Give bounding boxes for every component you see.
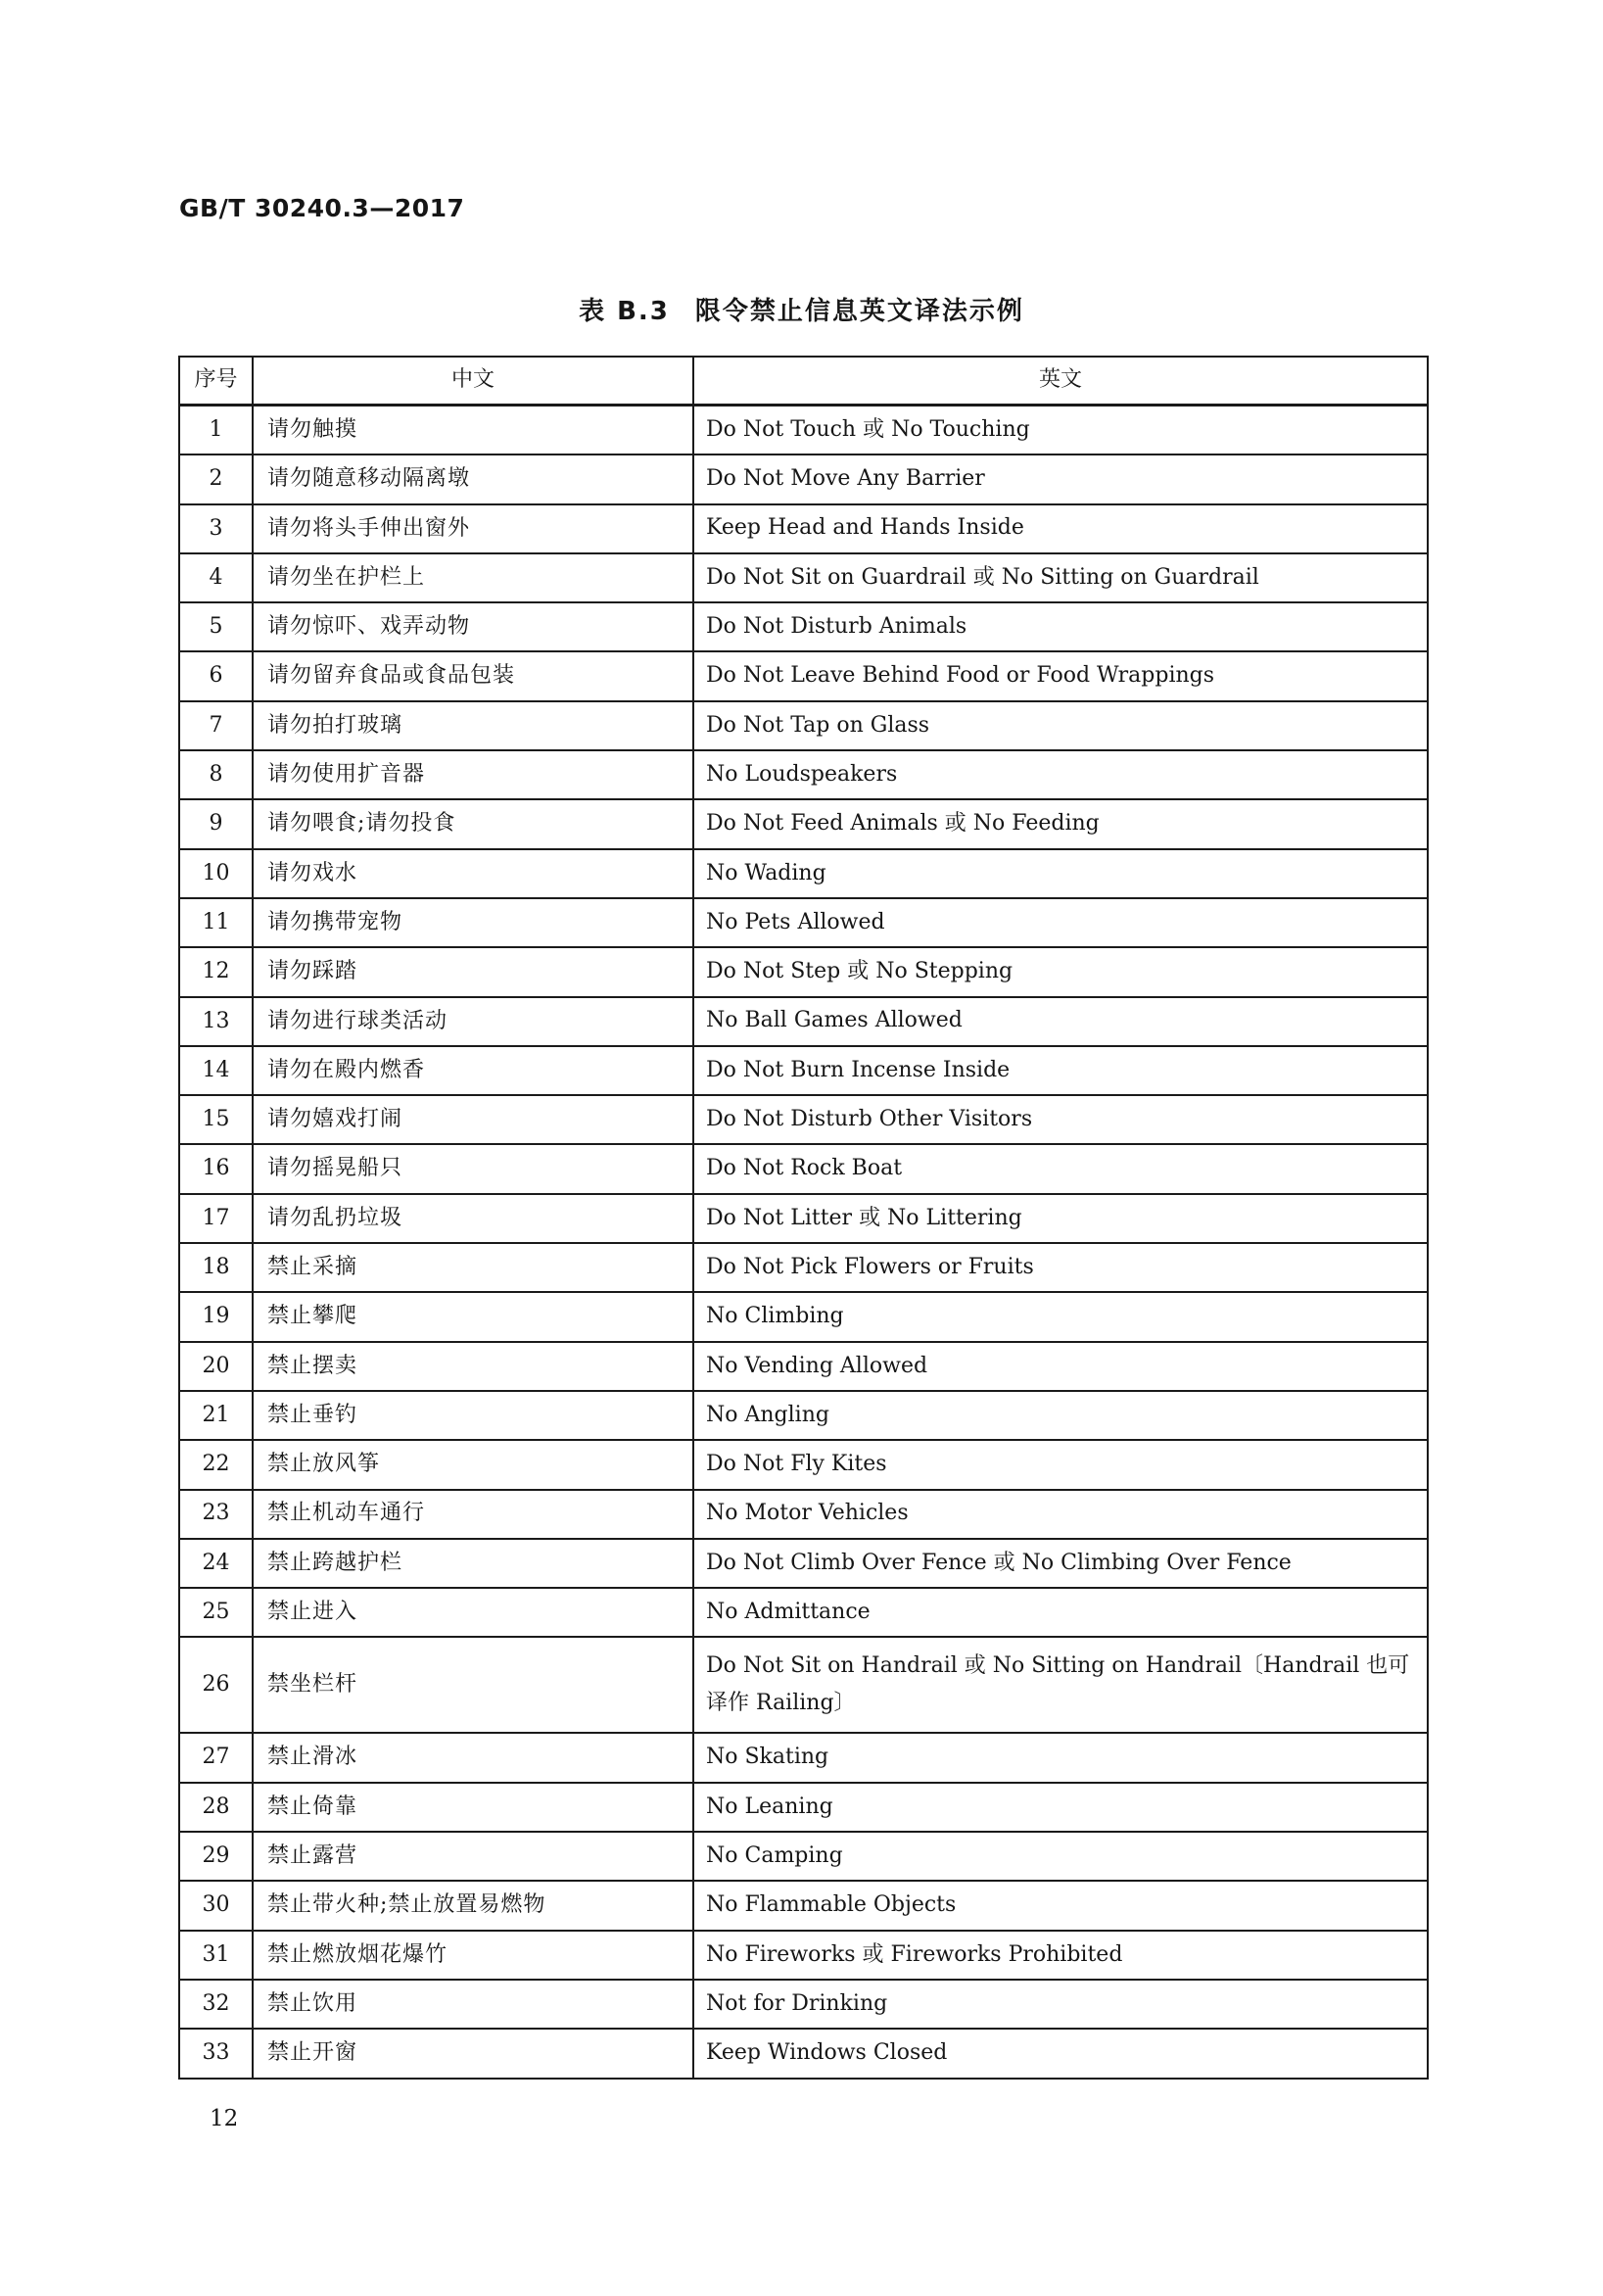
row-chinese: 禁止放风筝: [253, 1440, 693, 1489]
table-row: [179, 454, 1428, 503]
row-number: 13: [179, 997, 253, 1046]
translation-table: [178, 356, 1429, 2080]
table-row: [179, 406, 1428, 455]
table-row: [179, 1881, 1428, 1930]
row-chinese: 请勿惊吓、戏弄动物: [253, 602, 693, 651]
row-english: Do Not Sit on Guardrail 或 No Sitting on Guardrail: [693, 553, 1428, 602]
row-number: 11: [179, 898, 253, 947]
row-chinese: 请勿使用扩音器: [253, 750, 693, 799]
table-row: [179, 1440, 1428, 1489]
row-number: 23: [179, 1490, 253, 1539]
row-chinese: 请勿在殿内燃香: [253, 1046, 693, 1095]
row-chinese: 请勿乱扔垃圾: [253, 1194, 693, 1243]
row-number: 16: [179, 1144, 253, 1193]
row-english: No Vending Allowed: [693, 1342, 1428, 1391]
table-row: [179, 2029, 1428, 2078]
row-chinese: 禁止垂钓: [253, 1391, 693, 1440]
row-chinese: 禁止摆卖: [253, 1342, 693, 1391]
row-chinese: 禁止带火种;禁止放置易燃物: [253, 1881, 693, 1930]
row-english: No Wading: [693, 849, 1428, 898]
row-chinese: 禁止采摘: [253, 1243, 693, 1292]
row-number: 7: [179, 701, 253, 750]
table-row: [179, 799, 1428, 848]
row-english: No Skating: [693, 1733, 1428, 1782]
row-english: Do Not Pick Flowers or Fruits: [693, 1243, 1428, 1292]
row-chinese: 请勿摇晃船只: [253, 1144, 693, 1193]
row-english: No Angling: [693, 1391, 1428, 1440]
row-number: 26: [179, 1637, 253, 1733]
row-number: 15: [179, 1095, 253, 1144]
row-number: 6: [179, 651, 253, 700]
table-row: [179, 1539, 1428, 1588]
row-chinese: 请勿喂食;请勿投食: [253, 799, 693, 848]
row-number: 25: [179, 1588, 253, 1637]
row-chinese: 请勿嬉戏打闹: [253, 1095, 693, 1144]
table-row: [179, 1733, 1428, 1782]
column-header-english: 英文: [693, 357, 1428, 406]
row-number: 14: [179, 1046, 253, 1095]
row-number: 5: [179, 602, 253, 651]
row-english: Do Not Climb Over Fence 或 No Climbing Over Fence: [693, 1539, 1428, 1588]
row-english: Not for Drinking: [693, 1980, 1428, 2029]
row-number: 9: [179, 799, 253, 848]
row-chinese: 禁止机动车通行: [253, 1490, 693, 1539]
row-english: No Camping: [693, 1832, 1428, 1881]
row-english: Keep Head and Hands Inside: [693, 504, 1428, 553]
row-english: Do Not Tap on Glass: [693, 701, 1428, 750]
table-row: [179, 1243, 1428, 1292]
row-chinese: 请勿进行球类活动: [253, 997, 693, 1046]
table-row: [179, 1783, 1428, 1832]
row-english: Do Not Step 或 No Stepping: [693, 947, 1428, 996]
table-row: [179, 1046, 1428, 1095]
row-number: 2: [179, 454, 253, 503]
row-number: 8: [179, 750, 253, 799]
table-row: [179, 504, 1428, 553]
table-row: [179, 898, 1428, 947]
row-chinese: 请勿戏水: [253, 849, 693, 898]
row-english: No Climbing: [693, 1292, 1428, 1341]
row-english: Do Not Feed Animals 或 No Feeding: [693, 799, 1428, 848]
row-english: Do Not Sit on Handrail 或 No Sitting on Handrail〔Handrail 也可译作 Railing〕: [693, 1637, 1428, 1733]
table-row: [179, 1342, 1428, 1391]
row-chinese: 禁止开窗: [253, 2029, 693, 2078]
row-number: 28: [179, 1783, 253, 1832]
row-chinese: 请勿留弃食品或食品包装: [253, 651, 693, 700]
table-row: [179, 849, 1428, 898]
row-english: Keep Windows Closed: [693, 2029, 1428, 2078]
row-chinese: 请勿携带宠物: [253, 898, 693, 947]
row-chinese: 禁止滑冰: [253, 1733, 693, 1782]
row-english: No Loudspeakers: [693, 750, 1428, 799]
row-number: 22: [179, 1440, 253, 1489]
standard-number: GB/T 30240.3—2017: [179, 194, 465, 222]
row-english: No Motor Vehicles: [693, 1490, 1428, 1539]
row-number: 12: [179, 947, 253, 996]
row-number: 29: [179, 1832, 253, 1881]
row-number: 27: [179, 1733, 253, 1782]
table-row: [179, 947, 1428, 996]
row-chinese: 禁止饮用: [253, 1980, 693, 2029]
row-chinese: 请勿坐在护栏上: [253, 553, 693, 602]
row-chinese: 禁坐栏杆: [253, 1637, 693, 1733]
row-english: Do Not Disturb Other Visitors: [693, 1095, 1428, 1144]
row-english: No Fireworks 或 Fireworks Prohibited: [693, 1931, 1428, 1980]
row-number: 21: [179, 1391, 253, 1440]
row-english: Do Not Burn Incense Inside: [693, 1046, 1428, 1095]
row-english: Do Not Disturb Animals: [693, 602, 1428, 651]
table-row: [179, 1490, 1428, 1539]
table-row: [179, 1637, 1428, 1733]
row-english: No Ball Games Allowed: [693, 997, 1428, 1046]
row-english: No Flammable Objects: [693, 1881, 1428, 1930]
row-chinese: 禁止露营: [253, 1832, 693, 1881]
table-row: [179, 1391, 1428, 1440]
row-chinese: 禁止进入: [253, 1588, 693, 1637]
row-english: Do Not Leave Behind Food or Food Wrappings: [693, 651, 1428, 700]
row-number: 24: [179, 1539, 253, 1588]
row-number: 3: [179, 504, 253, 553]
column-header-chinese: 中文: [253, 357, 693, 406]
row-chinese: 禁止燃放烟花爆竹: [253, 1931, 693, 1980]
row-english: Do Not Move Any Barrier: [693, 454, 1428, 503]
row-number: 32: [179, 1980, 253, 2029]
table-row: [179, 553, 1428, 602]
table-row: [179, 602, 1428, 651]
row-english: No Admittance: [693, 1588, 1428, 1637]
row-english: No Leaning: [693, 1783, 1428, 1832]
column-header-number: 序号: [179, 357, 253, 406]
row-chinese: 请勿随意移动隔离墩: [253, 454, 693, 503]
table-row: [179, 1588, 1428, 1637]
row-chinese: 请勿踩踏: [253, 947, 693, 996]
row-number: 10: [179, 849, 253, 898]
table-body: [179, 406, 1428, 2079]
table-caption-title: 限令禁止信息英文译法示例: [694, 297, 1024, 326]
table-row: [179, 1980, 1428, 2029]
row-chinese: 禁止攀爬: [253, 1292, 693, 1341]
row-english: Do Not Litter 或 No Littering: [693, 1194, 1428, 1243]
table-caption: [0, 291, 1603, 327]
row-number: 20: [179, 1342, 253, 1391]
row-number: 30: [179, 1881, 253, 1930]
row-english: Do Not Rock Boat: [693, 1144, 1428, 1193]
row-number: 1: [179, 406, 253, 455]
table-row: [179, 1292, 1428, 1341]
table-row: [179, 651, 1428, 700]
table-caption-label: 表 B.3: [579, 297, 670, 326]
table-row: [179, 1832, 1428, 1881]
table-row: [179, 1194, 1428, 1243]
row-english: Do Not Fly Kites: [693, 1440, 1428, 1489]
table-row: [179, 1095, 1428, 1144]
row-english: Do Not Touch 或 No Touching: [693, 406, 1428, 455]
row-number: 31: [179, 1931, 253, 1980]
table-row: [179, 997, 1428, 1046]
row-chinese: 禁止跨越护栏: [253, 1539, 693, 1588]
row-number: 18: [179, 1243, 253, 1292]
row-chinese: 请勿触摸: [253, 406, 693, 455]
row-number: 19: [179, 1292, 253, 1341]
row-chinese: 请勿将头手伸出窗外: [253, 504, 693, 553]
table-header-row: [179, 357, 1428, 406]
page-number: 12: [210, 2106, 239, 2131]
row-number: 4: [179, 553, 253, 602]
table-row: [179, 701, 1428, 750]
table-row: [179, 1931, 1428, 1980]
table-row: [179, 1144, 1428, 1193]
row-number: 33: [179, 2029, 253, 2078]
row-number: 17: [179, 1194, 253, 1243]
row-english: No Pets Allowed: [693, 898, 1428, 947]
row-chinese: 请勿拍打玻璃: [253, 701, 693, 750]
table-row: [179, 750, 1428, 799]
row-chinese: 禁止倚靠: [253, 1783, 693, 1832]
